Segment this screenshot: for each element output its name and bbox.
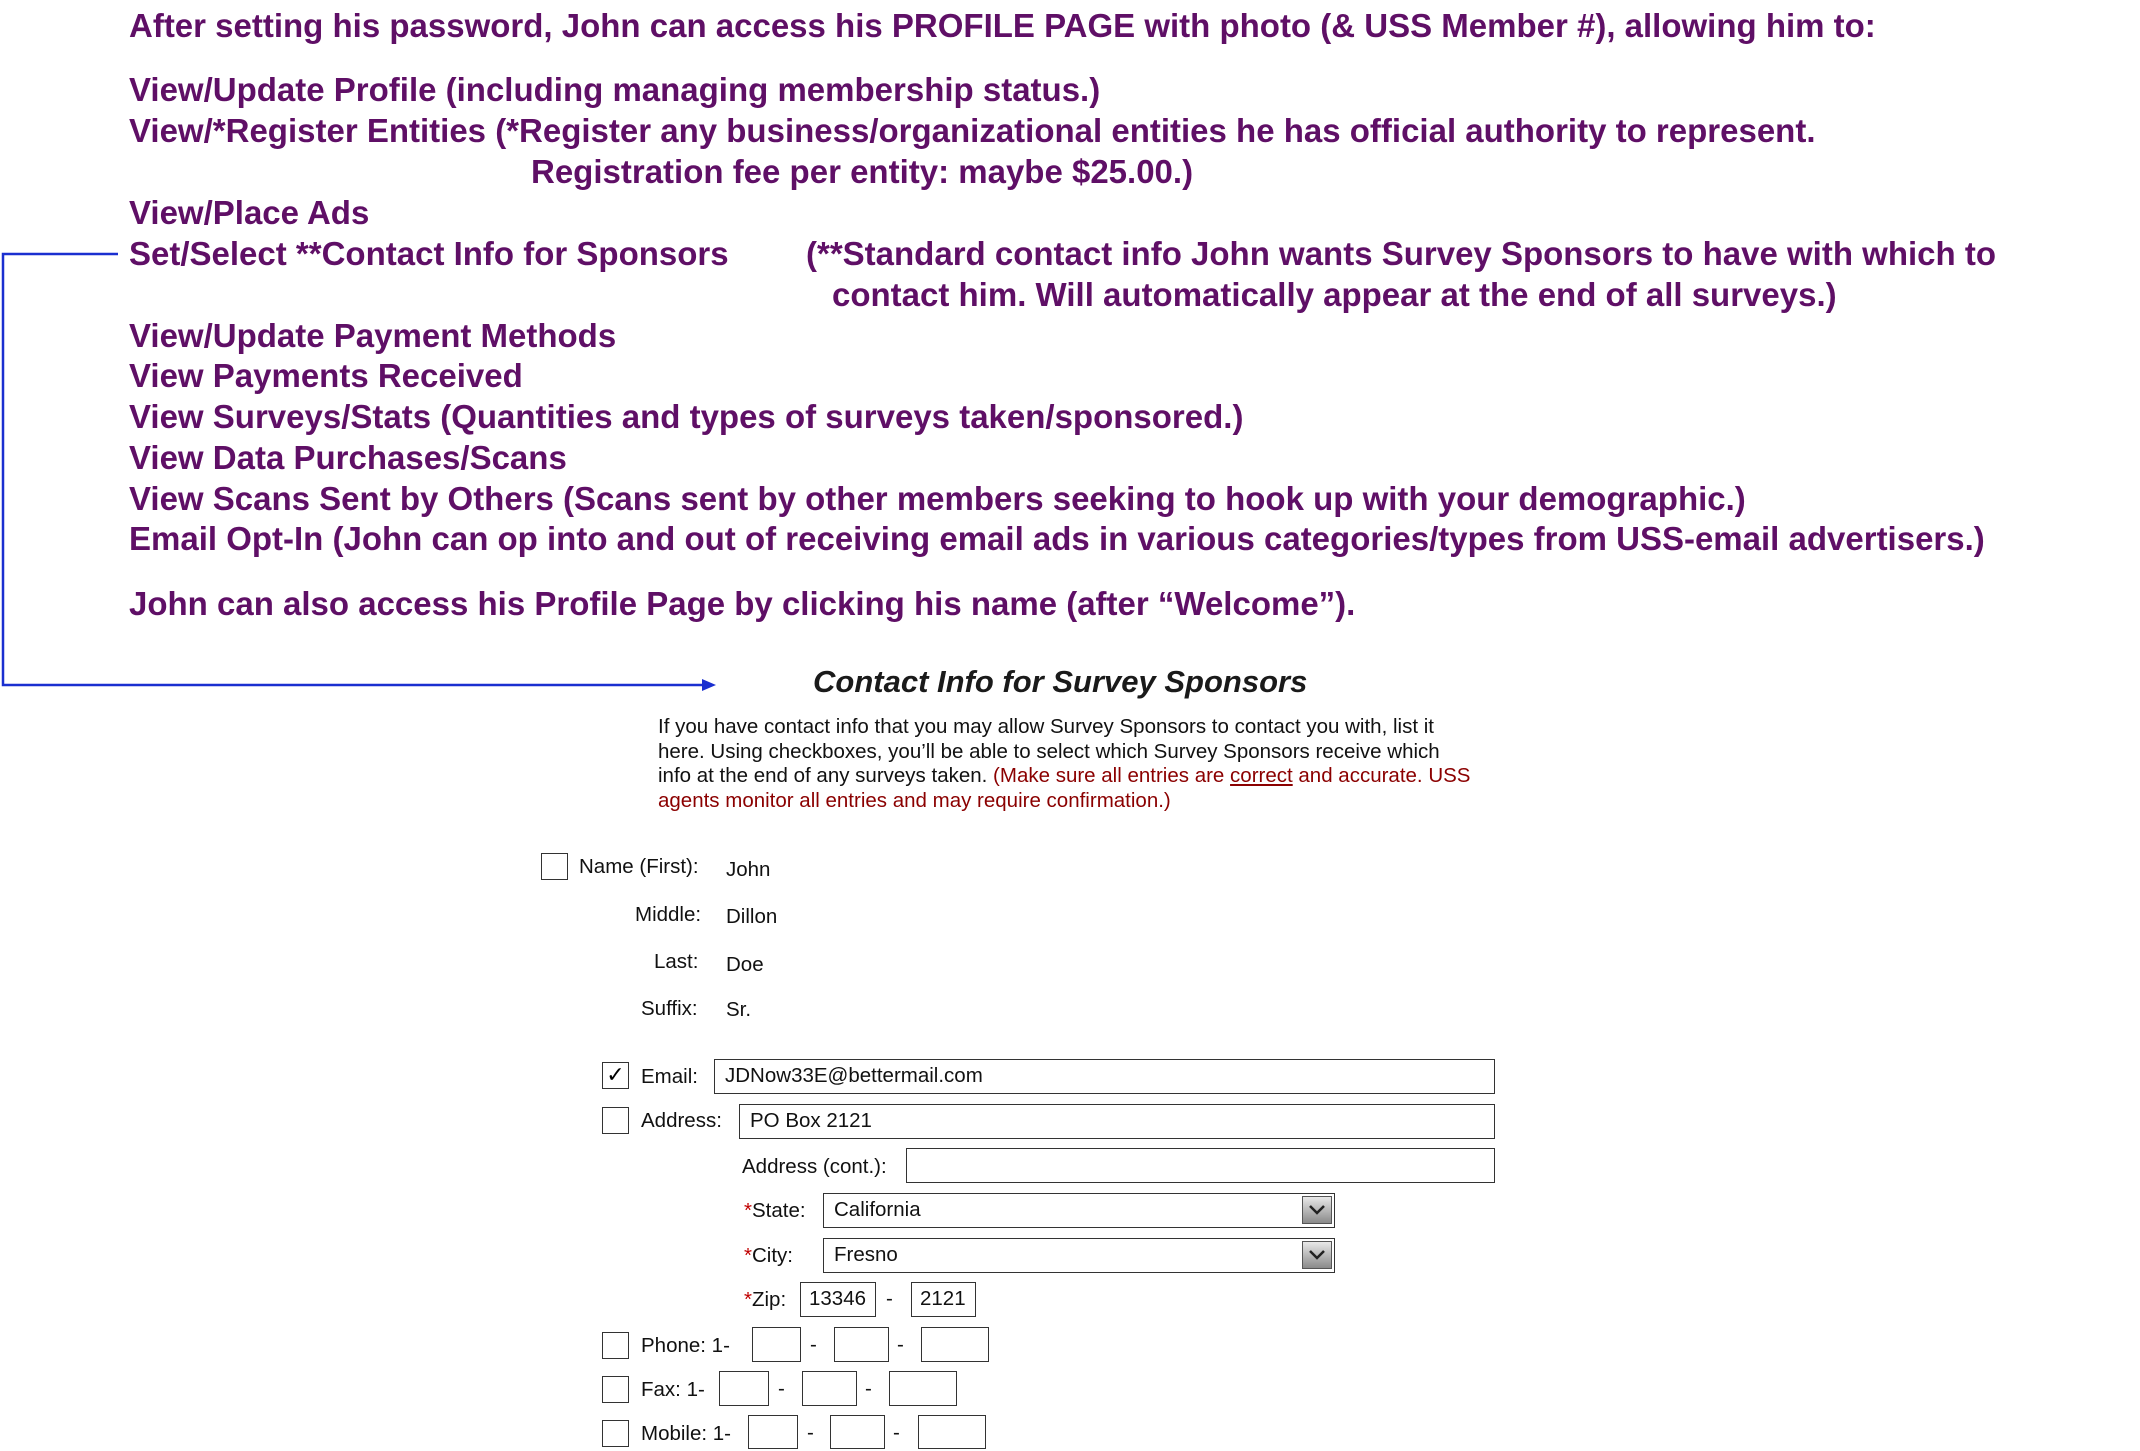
form-warning-a: (Make sure all entries are: [993, 764, 1225, 787]
feature-contact-info-note-cont: contact him. Will automatically appear at the end of all surveys.): [832, 276, 1837, 313]
email-field[interactable]: JDNow33E@bettermail.com: [714, 1059, 1495, 1094]
form-intro: [658, 715, 1478, 813]
mobile-label: Mobile: 1-: [641, 1422, 732, 1445]
profile-access-note: John can also access his Profile Page by clicking his name (after “Welcome”).: [129, 585, 1356, 622]
middle-name-value: Dillon: [726, 905, 778, 928]
chevron-down-icon[interactable]: [1302, 1241, 1332, 1269]
required-mark: *: [744, 1199, 752, 1222]
feature-surveys-stats: View Surveys/Stats (Quantities and types of surveys taken/sponsored.): [129, 398, 1244, 435]
fax-area-field[interactable]: [719, 1371, 769, 1406]
mobile-prefix-field[interactable]: [830, 1415, 885, 1449]
name-checkbox[interactable]: [541, 853, 568, 880]
city-label: [744, 1244, 793, 1268]
email-label: Email:: [641, 1065, 698, 1088]
feature-payments-received: View Payments Received: [129, 357, 523, 394]
fax-prefix-field[interactable]: [802, 1371, 857, 1406]
mobile-line-field[interactable]: [918, 1415, 986, 1449]
first-name-value: John: [726, 858, 771, 881]
zip-field[interactable]: 13346: [800, 1282, 876, 1317]
phone-label: Phone: 1-: [641, 1334, 730, 1357]
mobile-dash-2: -: [893, 1421, 900, 1444]
city-select-value: Fresno: [834, 1243, 898, 1266]
zip4-field[interactable]: 2121: [911, 1282, 976, 1317]
feature-data-purchases: View Data Purchases/Scans: [129, 439, 567, 476]
state-select-value: California: [834, 1198, 921, 1221]
email-checkbox[interactable]: ✓: [602, 1062, 629, 1089]
last-name-label: Last:: [654, 950, 699, 973]
phone-prefix-field[interactable]: [834, 1327, 889, 1362]
city-label-text: City:: [751, 1244, 793, 1267]
feature-view-update-profile: View/Update Profile (including managing membership status.): [129, 71, 1101, 108]
intro-heading: After setting his password, John can access his PROFILE PAGE with photo (& USS Member #), allowing him to:: [129, 7, 1876, 44]
mobile-dash-1: -: [807, 1421, 814, 1444]
feature-place-ads: View/Place Ads: [129, 194, 370, 231]
mobile-checkbox[interactable]: [602, 1420, 629, 1447]
fax-dash-2: -: [865, 1377, 872, 1400]
address-cont-label: Address (cont.):: [742, 1155, 887, 1178]
feature-contact-info-note: (**Standard contact info John wants Survey Sponsors to have with which to: [806, 235, 1996, 272]
address-checkbox[interactable]: [602, 1107, 629, 1134]
phone-dash-1: -: [810, 1333, 817, 1356]
suffix-label: Suffix:: [641, 997, 698, 1020]
fax-label: Fax: 1-: [641, 1378, 705, 1401]
correct-link[interactable]: correct: [1230, 764, 1293, 787]
address-cont-field[interactable]: [906, 1148, 1495, 1183]
address-field[interactable]: PO Box 2121: [739, 1104, 1495, 1139]
middle-name-label: Middle:: [635, 903, 702, 926]
feature-email-opt-in: Email Opt-In (John can op into and out of receiving email ads in various categories/types from USS-email advertisers.): [129, 520, 1985, 557]
fax-checkbox[interactable]: [602, 1376, 629, 1403]
feature-registration-fee: Registration fee per entity: maybe $25.00.): [531, 153, 1194, 190]
phone-dash-2: -: [897, 1333, 904, 1356]
phone-area-field[interactable]: [752, 1327, 801, 1362]
required-mark: *: [744, 1288, 752, 1311]
city-select[interactable]: [823, 1238, 1335, 1273]
zip-label: [744, 1288, 786, 1312]
first-name-label: Name (First):: [579, 855, 699, 878]
address-label: Address:: [641, 1109, 722, 1132]
suffix-value: Sr.: [726, 998, 752, 1021]
feature-scans-by-others: View Scans Sent by Others (Scans sent by other members seeking to hook up with your demographic.): [129, 480, 1746, 517]
form-title: Contact Info for Survey Sponsors: [813, 664, 1308, 699]
form-intro-text: If you have contact info that you may allow Survey Sponsors to contact you with, list it here. Using checkboxes, you’ll be able to select which Survey Sponsors receive which info at the end of any surveys taken.: [658, 715, 1440, 787]
state-label-text: State:: [751, 1199, 806, 1222]
zip-label-text: Zip:: [751, 1288, 787, 1311]
state-select[interactable]: [823, 1193, 1335, 1228]
phone-checkbox[interactable]: [602, 1332, 629, 1359]
feature-payment-methods: View/Update Payment Methods: [129, 317, 617, 354]
feature-register-entities: View/*Register Entities (*Register any business/organizational entities he has official authority to represent.: [129, 112, 1816, 149]
chevron-down-icon[interactable]: [1302, 1196, 1332, 1224]
fax-dash-1: -: [778, 1377, 785, 1400]
feature-contact-info-sponsors: Set/Select **Contact Info for Sponsors: [129, 235, 729, 272]
last-name-value: Doe: [726, 953, 764, 976]
form-warning-b: and accurate. USS agents monitor all entries and may require confirmation.): [658, 764, 1471, 812]
required-mark: *: [744, 1244, 752, 1267]
state-label: [744, 1199, 806, 1223]
zip-dash: -: [886, 1287, 893, 1310]
fax-line-field[interactable]: [889, 1371, 957, 1406]
mobile-area-field[interactable]: [748, 1415, 798, 1449]
phone-line-field[interactable]: [921, 1327, 989, 1362]
